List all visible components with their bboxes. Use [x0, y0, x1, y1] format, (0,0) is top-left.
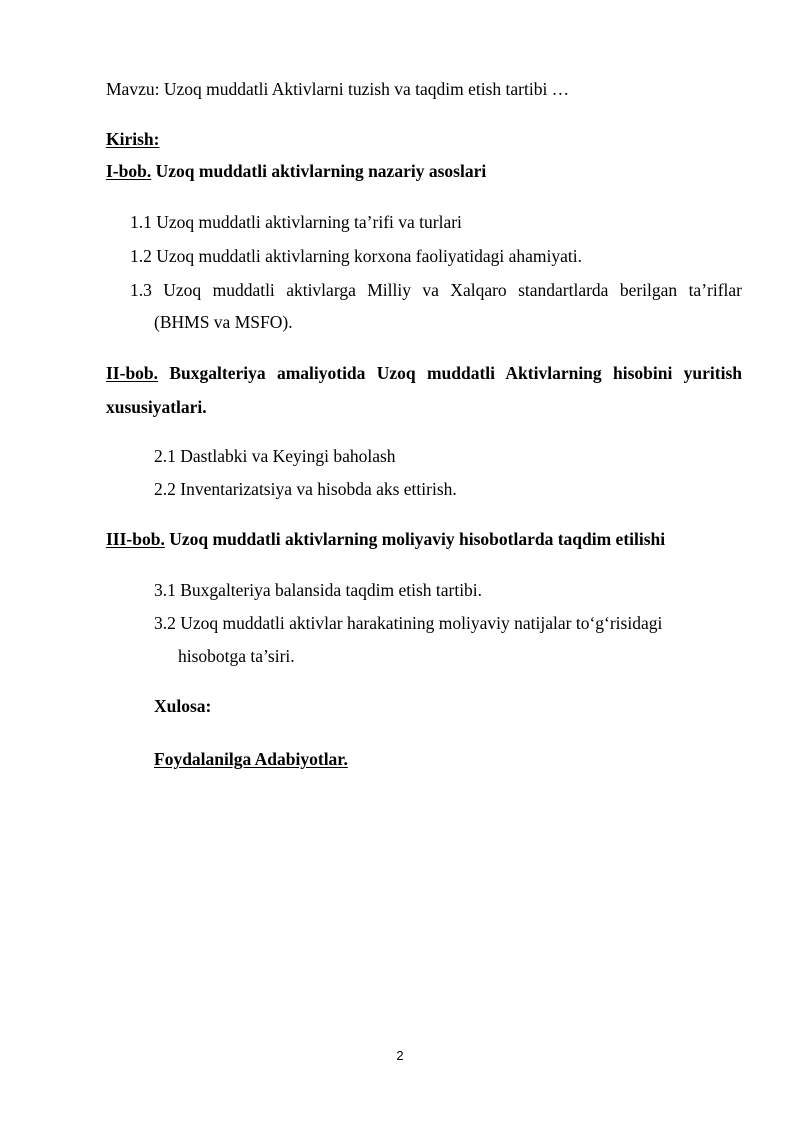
conclusion-heading: Xulosa:	[154, 696, 212, 716]
section-text: Buxgalteriya balansida taqdim etish tartibi.	[180, 580, 483, 600]
topic-line: Mavzu: Uzoq muddatli Aktivlarni tuzish va taqdim etish tartibi …	[106, 79, 570, 99]
section-number: 2.1	[154, 446, 176, 466]
chapter-1-title: Uzoq muddatli aktivlarning nazariy asoslari	[155, 161, 487, 181]
chapter-1-heading	[106, 160, 486, 182]
references-heading: Foydalanilga Adabiyotlar.	[154, 749, 348, 769]
section-number: 1.2	[130, 246, 152, 266]
section-text: Uzoq muddatli aktivlarga Milliy va Xalqaro standartlarda berilgan ta’riflar	[163, 280, 742, 300]
chapter-2-title: Buxgalteriya amaliyotida Uzoq muddatli Aktivlarning hisobini yuritish	[169, 363, 743, 383]
section-number: 1.1	[130, 212, 152, 232]
section-1-1	[130, 211, 462, 233]
section-3-2-continuation: hisobotga ta’siri.	[178, 646, 295, 666]
section-number: 1.3	[130, 280, 152, 300]
chapter-3-heading	[106, 528, 665, 550]
page-number: 2	[396, 1048, 404, 1063]
section-3-2	[154, 612, 662, 634]
section-1-3	[130, 279, 742, 301]
section-number: 3.1	[154, 580, 176, 600]
intro-heading: Kirish:	[106, 129, 160, 149]
section-1-2	[130, 245, 582, 267]
chapter-3-label: III-bob.	[106, 529, 165, 549]
section-2-1	[154, 445, 396, 467]
chapter-2-title-continuation: xususiyatlari.	[106, 397, 207, 417]
chapter-2-heading	[106, 362, 742, 384]
section-text: Uzoq muddatli aktivlar harakatining moliyaviy natijalar to‘g‘risidagi	[180, 613, 663, 633]
chapter-1-label: I-bob.	[106, 161, 152, 181]
section-3-1	[154, 579, 482, 601]
section-text: Uzoq muddatli aktivlarning korxona faoliyatidagi ahamiyati.	[156, 246, 582, 266]
chapter-3-title: Uzoq muddatli aktivlarning moliyaviy hisobotlarda taqdim etilishi	[169, 529, 666, 549]
chapter-2-label: II-bob.	[106, 363, 159, 383]
section-number: 3.2	[154, 613, 176, 633]
section-1-3-continuation: (BHMS va MSFO).	[154, 312, 293, 332]
section-text: Dastlabki va Keyingi baholash	[180, 446, 396, 466]
section-text: Inventarizatsiya va hisobda aks ettirish.	[180, 479, 457, 499]
section-2-2	[154, 478, 457, 500]
section-number: 2.2	[154, 479, 176, 499]
section-text: Uzoq muddatli aktivlarning ta’rifi va turlari	[156, 212, 462, 232]
